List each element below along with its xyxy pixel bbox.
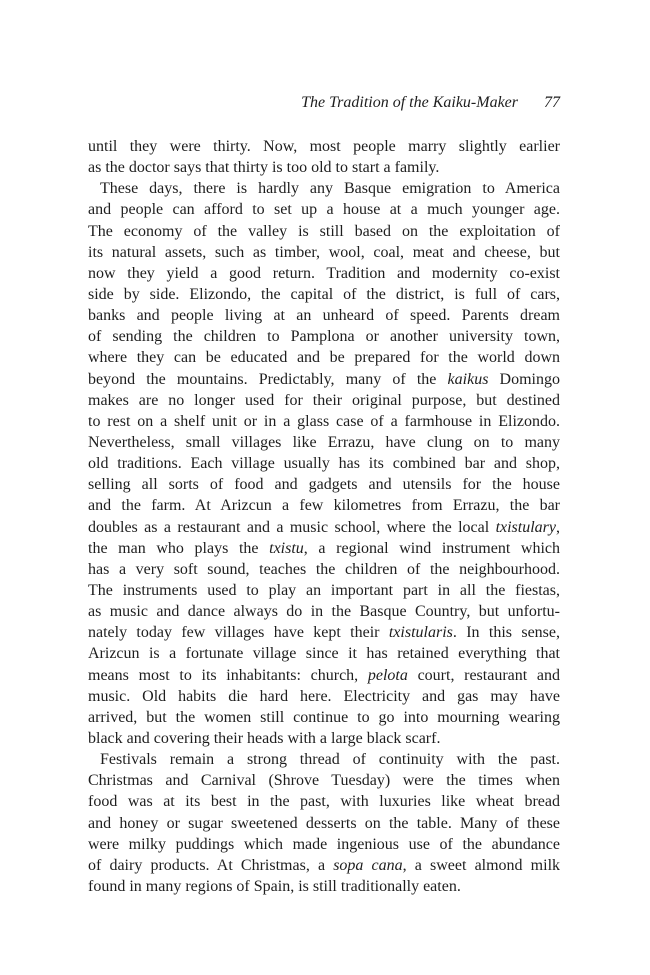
text-segment: where they can be educated and be prepared for the world down — [88, 349, 560, 367]
text-line — [88, 411, 560, 432]
text-line — [88, 390, 560, 411]
text-line — [88, 221, 560, 242]
text-segment: side by side. Elizondo, the capital of the district, is full of cars, — [88, 285, 560, 303]
text-segment: The instruments used to play an important part in all the fiestas, — [88, 581, 560, 599]
text-line — [88, 474, 560, 495]
text-segment: music. Old habits die hard here. Electricity and gas may have — [88, 687, 560, 705]
text-line — [88, 665, 560, 686]
text-line — [88, 136, 560, 157]
text-segment: and people can afford to set up a house at a much younger age. — [88, 201, 560, 219]
text-segment: beyond the mountains. Predictably, many of the — [88, 370, 448, 388]
text-segment: black and covering their heads with a large black scarf. — [88, 729, 441, 747]
text-segment: The economy of the valley is still based on the exploitation of — [88, 222, 560, 240]
text-segment: Arizcun is a fortunate village since it has retained everything that — [88, 645, 560, 663]
text-segment: court, restaurant and — [407, 666, 560, 684]
text-segment: Nevertheless, small villages like Errazu, have clung on to many — [88, 433, 560, 451]
text-segment: . In this sense, — [452, 624, 560, 642]
text-line — [88, 707, 560, 728]
text-line — [88, 622, 560, 643]
text-segment: , a regional wind instrument which — [303, 539, 561, 557]
italic-term: kaikus — [447, 370, 489, 388]
text-line — [88, 326, 560, 347]
text-segment: Domingo — [488, 370, 561, 388]
italic-term: txistu — [269, 539, 304, 557]
text-segment: its natural assets, such as timber, wool, coal, meat and cheese, but — [88, 243, 560, 261]
text-segment: has a very soft sound, teaches the children of the neighbourhood. — [88, 560, 560, 578]
text-segment: found in many regions of Spain, is still traditionally eaten. — [88, 877, 461, 895]
text-line — [88, 453, 560, 474]
text-segment: as the doctor says that thirty is too old to start a family. — [88, 159, 440, 177]
text-segment: Christmas and Carnival (Shrove Tuesday) were the times when — [88, 772, 560, 790]
text-segment: nately today few villages have kept their — [88, 624, 389, 642]
text-line — [88, 178, 560, 199]
text-segment: until they were thirty. Now, most people marry slightly earlier — [88, 138, 560, 155]
text-segment: , a sweet almond milk — [402, 856, 561, 874]
text-segment: and honey or sugar sweetened desserts on the table. Many of these — [88, 814, 560, 832]
italic-term: txistularis — [388, 624, 453, 642]
text-line — [88, 538, 560, 559]
text-line — [88, 559, 560, 580]
text-line — [88, 517, 560, 538]
text-line — [88, 495, 560, 516]
text-line — [88, 347, 560, 368]
text-line — [88, 199, 560, 220]
running-head — [88, 93, 560, 113]
text-segment: food was at its best in the past, with luxuries like wheat bread — [88, 793, 560, 811]
body-text — [88, 136, 560, 897]
text-segment: means most to its inhabitants: church, — [88, 666, 368, 684]
text-segment: old traditions. Each village usually has its combined bar and shop, — [88, 455, 560, 473]
italic-term: txistulary — [495, 518, 556, 536]
text-segment: now they yield a good return. Tradition and modernity co-exist — [88, 264, 560, 282]
text-segment: doubles as a restaurant and a music school, where the local — [88, 518, 496, 536]
text-line — [88, 369, 560, 390]
text-line — [88, 770, 560, 791]
text-line — [88, 157, 560, 178]
text-line — [88, 834, 560, 855]
text-segment: , — [556, 518, 560, 536]
text-segment: to rest on a shelf unit or in a glass case of a farmhouse in Elizondo. — [88, 412, 560, 430]
text-line — [88, 242, 560, 263]
text-line — [88, 686, 560, 707]
text-segment: of dairy products. At Christmas, a — [88, 856, 334, 874]
text-line — [88, 876, 560, 897]
text-segment: makes are no longer used for their original purpose, but destined — [88, 391, 560, 409]
text-line — [88, 813, 560, 834]
text-segment: as music and dance always do in the Basque Country, but unfortu- — [88, 603, 560, 621]
text-line — [88, 601, 560, 622]
text-segment: arrived, but the women still continue to go into mourning wearing — [88, 708, 560, 726]
text-segment: the man who plays the — [88, 539, 270, 557]
text-line — [88, 749, 560, 770]
text-line — [88, 432, 560, 453]
text-line — [88, 263, 560, 284]
text-segment: banks and people living at an unheard of speed. Parents dream — [88, 307, 560, 325]
text-line — [88, 580, 560, 601]
text-segment: and the farm. At Arizcun a few kilometres from Errazu, the bar — [88, 497, 560, 515]
text-segment: were milky puddings which made ingenious use of the abundance — [88, 835, 560, 853]
page-number: 77 — [544, 94, 560, 111]
italic-term: sopa cana — [333, 856, 403, 874]
text-line — [88, 728, 560, 749]
text-segment: of sending the children to Pamplona or another university town, — [88, 328, 560, 346]
text-segment: selling all sorts of food and gadgets and utensils for the house — [88, 476, 560, 494]
text-line — [88, 855, 560, 876]
text-line — [88, 305, 560, 326]
text-line — [88, 791, 560, 812]
text-segment: These days, there is hardly any Basque emigration to America — [100, 180, 560, 198]
chapter-title: The Tradition of the Kaiku-Maker — [301, 94, 518, 111]
text-line — [88, 643, 560, 664]
text-line — [88, 284, 560, 305]
text-segment: Festivals remain a strong thread of continuity with the past. — [100, 751, 560, 769]
italic-term: pelota — [367, 666, 408, 684]
